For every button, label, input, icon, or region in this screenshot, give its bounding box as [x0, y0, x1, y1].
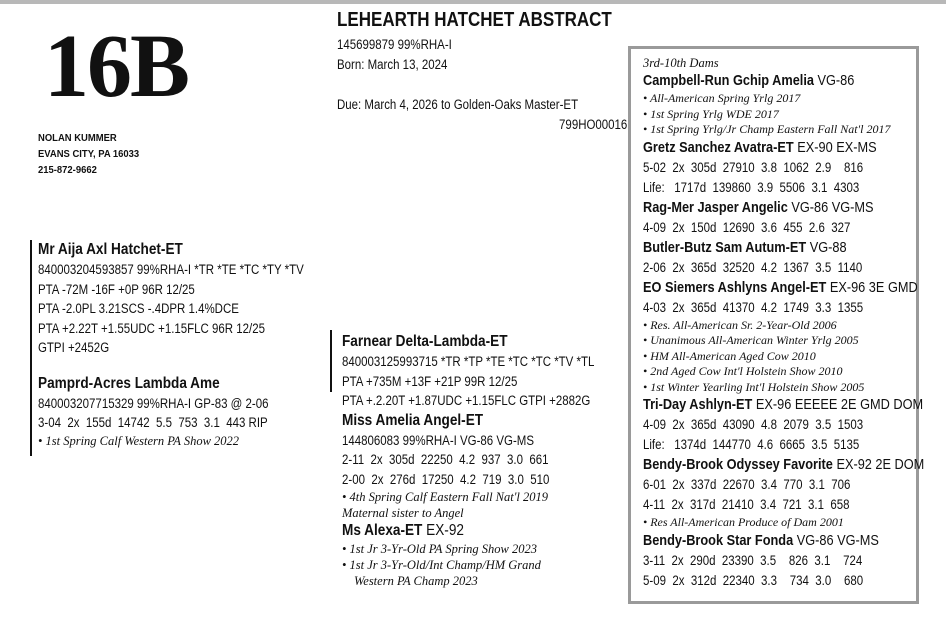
sire-line: GTPI +2452G [38, 340, 110, 355]
dam-entry-class: EX-92 2E DOM [836, 456, 925, 473]
dam-entry-note: • Res All-American Produce of Dam 2001 [643, 515, 844, 529]
sire-dam-note: • 1st Spring Calf Western PA Show 2022 [38, 433, 240, 448]
sire-dam-name: Pamprd-Acres Lambda Ame [38, 374, 220, 392]
sire-dam-reg: 840003207715329 99%RHA-I GP-83 @ 2-06 [38, 395, 269, 411]
animal-born: Born: March 13, 2024 [337, 56, 448, 72]
animal-info [337, 35, 452, 74]
dam-entry-name: Campbell-Run Gchip Amelia [643, 72, 814, 89]
dam-entry-name: Bendy-Brook Odyssey Favorite [643, 456, 833, 473]
dam-entry-record: 2-06 2x 365d 32520 4.2 1367 3.5 1140 [643, 259, 863, 275]
dam-entry-note: • All-American Spring Yrlg 2017 [643, 91, 801, 105]
dams-box-header: 3rd-10th Dams [643, 56, 719, 70]
dam-sire-line: PTA +.2.20T +1.87UDC +1.15FLC GTPI +2882G [342, 393, 591, 408]
dam-entry-name: Tri-Day Ashlyn-ET [643, 396, 753, 413]
dam-entry-name: Bendy-Brook Star Fonda [643, 531, 794, 549]
dam-entry-name: EO Siemers Ashlyns Angel-ET [643, 278, 827, 296]
sire-line: PTA -72M -16F +0P 96R 12/25 [38, 281, 195, 297]
dam-entry-note: • 1st Spring Yrlg WDE 2017 [643, 106, 779, 121]
dam-entry-class: EX-90 EX-MS [797, 138, 877, 156]
due-block [337, 95, 627, 134]
dam-entry-record: 4-09 2x 150d 12690 3.6 455 2.6 327 [643, 219, 851, 235]
granddam-heading [342, 521, 594, 541]
animal-name: LEHEARTH HATCHET ABSTRACT [337, 9, 612, 31]
dams-box [628, 46, 925, 604]
dam-entry-heading [643, 278, 924, 298]
dam-entry-record: 4-03 2x 365d 41370 4.2 1749 3.3 1355 [643, 299, 864, 315]
dam-entry-class: VG-86 VG-MS [791, 198, 874, 216]
dam-entry-record: Life: 1717d 139860 3.9 5506 3.1 4303 [643, 179, 860, 195]
dam-pedigree [342, 332, 639, 589]
dam-entry-heading [643, 531, 924, 551]
dam-entry-name: Butler-Butz Sam Autum-ET [643, 238, 807, 256]
dam-note: Maternal sister to Angel [342, 506, 464, 520]
dam-sire-line: PTA +735M +13F +21P 99R 12/25 [342, 373, 518, 389]
sire-line: PTA -2.0PL 3.21SCS -.4DPR 1.4%DCE [38, 301, 239, 316]
consignor-block [38, 130, 139, 178]
lot-number: 16B [44, 17, 189, 116]
granddam-note: • 1st Jr 3-Yr-Old/Int Champ/HM Grand [342, 558, 541, 572]
dam-reg: 144806083 99%RHA-I VG-86 VG-MS [342, 432, 534, 448]
dam-entry-record: 5-02 2x 305d 27910 3.8 1062 2.9 816 [643, 159, 864, 175]
dam-side-rule [330, 330, 332, 392]
dam-entry-class: VG-88 [809, 238, 847, 256]
dam-entry-note: • 1st Spring Yrlg/Jr Champ Eastern Fall Nat'l 2017 [643, 122, 891, 136]
dam-entry-class: VG-86 VG-MS [796, 531, 879, 549]
dam-entry-note: • Unanimous All-American Winter Yrlg 2005 [643, 333, 859, 347]
dam-entry-name: Rag-Mer Jasper Angelic [643, 198, 788, 216]
dam-entry-heading [643, 198, 924, 218]
dam-entry-name: Gretz Sanchez Avatra-ET [643, 138, 794, 156]
dam-entry-record: 5-09 2x 312d 22340 3.3 734 3.0 680 [643, 572, 864, 588]
dam-entry-note: • 2nd Aged Cow Int'l Holstein Show 2010 [643, 364, 843, 378]
dam-entry-heading [643, 138, 924, 158]
dam-entry-record: 4-11 2x 317d 21410 3.4 721 3.1 658 [643, 497, 850, 512]
due-date: Due: March 4, 2026 to Golden-Oaks Master-ET [337, 97, 579, 112]
dam-entry-class: EX-96 3E GMD [829, 278, 918, 296]
dam-entry-record: 3-11 2x 290d 23390 3.5 826 3.1 724 [643, 552, 863, 568]
dam-sire-name: Farnear Delta-Lambda-ET [342, 333, 508, 350]
sire-line: PTA +2.22T +1.55UDC +1.15FLC 96R 12/25 [38, 320, 265, 336]
sire-dam-record: 3-04 2x 155d 14742 5.5 753 3.1 443 RIP [38, 415, 268, 430]
dam-sire-reg: 840003125993715 *TR *TP *TE *TC *TC *TV *TL [342, 354, 595, 369]
granddam-class: EX-92 [426, 522, 464, 539]
dam-entry-class: VG-86 [817, 72, 855, 89]
due-code: 799HO00016 [558, 116, 627, 132]
granddam-name: Ms Alexa-ET [342, 522, 423, 539]
dam-note: • 4th Spring Calf Eastern Fall Nat'l 2019 [342, 490, 549, 504]
animal-reg: 145699879 99%RHA-I [337, 37, 452, 52]
dam-entry-record: 6-01 2x 337d 22670 3.4 770 3.1 706 [643, 477, 851, 492]
dam-entry-record: Life: 1374d 144770 4.6 6665 3.5 5135 [643, 437, 860, 452]
dam-name: Miss Amelia Angel-ET [342, 411, 484, 429]
dam-entry-heading [643, 455, 924, 475]
dams-box-content [643, 56, 946, 591]
dam-entry-note: • 1st Winter Yearling Int'l Holstein Show 2005 [643, 379, 865, 394]
dam-entry-class: EX-96 EEEEE 2E GMD DOM [755, 396, 924, 413]
dam-record: 2-00 2x 276d 17250 4.2 719 3.0 510 [342, 471, 550, 487]
consignor-name: NOLAN KUMMER [38, 132, 117, 144]
dam-entry-heading [643, 71, 924, 91]
granddam-note: • 1st Jr 3-Yr-Old PA Spring Show 2023 [342, 542, 538, 556]
dam-entry-note: • HM All-American Aged Cow 2010 [643, 348, 816, 363]
top-rule [0, 0, 946, 4]
sire-pedigree [30, 240, 351, 456]
dam-entry-record: 4-09 2x 365d 43090 4.8 2079 3.5 1503 [643, 417, 864, 432]
dam-entry-heading [643, 395, 924, 415]
consignor-phone: 215-872-9662 [38, 164, 97, 176]
dam-entry-note: • Res. All-American Sr. 2-Year-Old 2006 [643, 317, 837, 332]
sire-reg: 840003204593857 99%RHA-I *TR *TE *TC *TY *TV [38, 262, 304, 277]
sire-name: Mr Aija Axl Hatchet-ET [38, 241, 183, 258]
dam-entry-heading [643, 238, 924, 258]
dam-record: 2-11 2x 305d 22250 4.2 937 3.0 661 [342, 452, 549, 467]
consignor-location: EVANS CITY, PA 16033 [38, 148, 140, 160]
granddam-note: Western PA Champ 2023 [354, 574, 478, 588]
